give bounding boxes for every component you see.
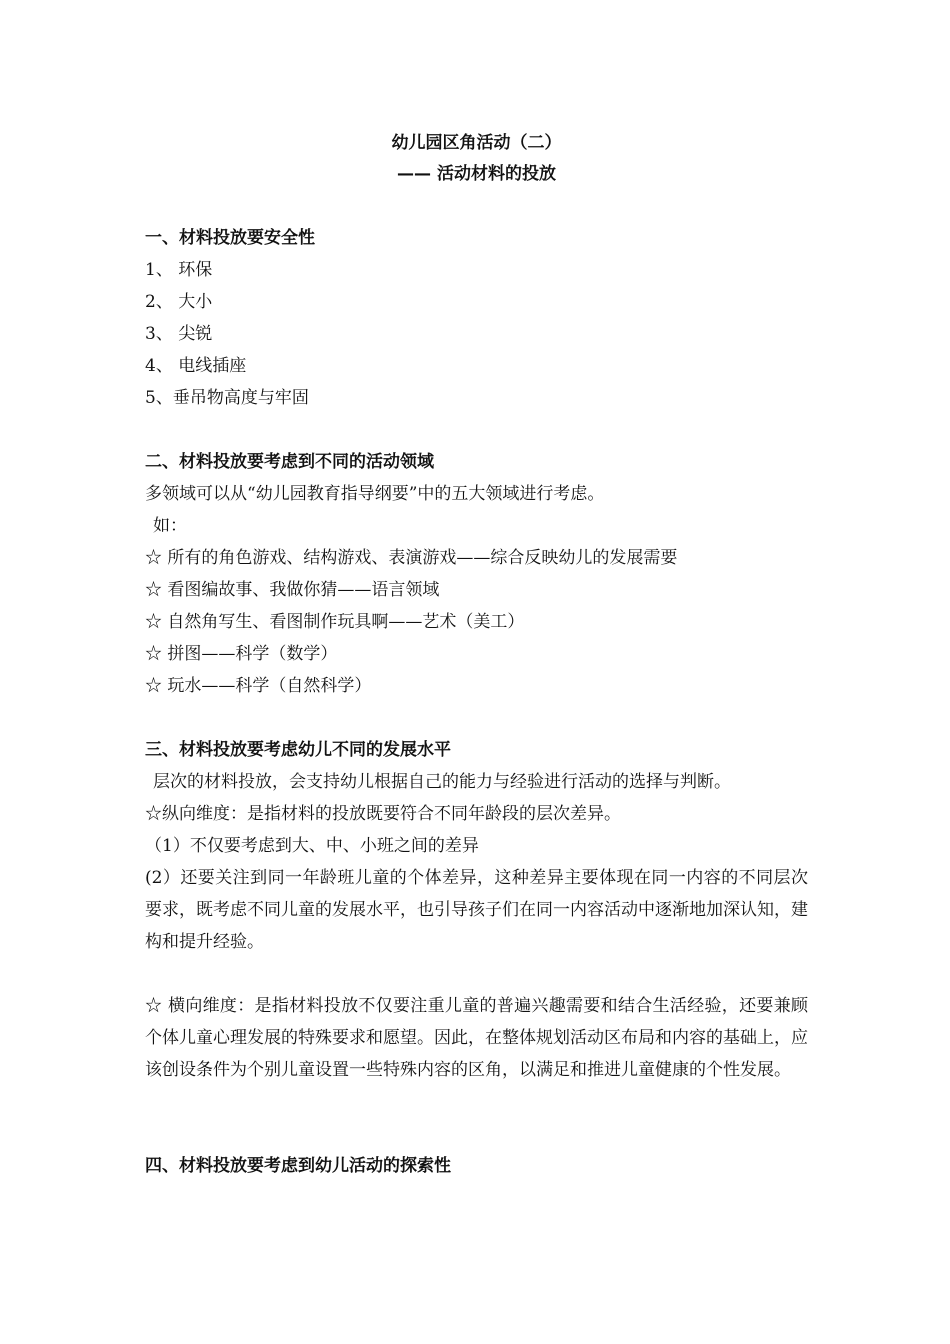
spacer: [145, 958, 808, 990]
spacer: [145, 414, 808, 446]
section1-heading: 一、材料投放要安全性: [145, 228, 315, 248]
list-item: 4、 电线插座: [145, 356, 247, 376]
document-title: 幼儿园区角活动（二）: [391, 133, 562, 153]
list-item: ☆ 看图编故事、我做你猜——语言领域: [145, 580, 440, 600]
list-item: ☆ 所有的角色游戏、结构游戏、表演游戏——综合反映幼儿的发展需要: [145, 548, 678, 568]
document-page: [145, 128, 808, 1182]
list-item: ☆ 拼图——科学（数学）: [145, 644, 338, 664]
list-item: 5、垂吊物高度与牢固: [145, 388, 309, 408]
section3-intro: 层次的材料投放，会支持幼儿根据自己的能力与经验进行活动的选择与判断。: [153, 772, 731, 792]
document-subtitle: —— 活动材料的投放: [397, 164, 556, 184]
section3-point-1: （1）不仅要考虑到大、中、小班之间的差异: [145, 836, 479, 856]
section3-heading: 三、材料投放要考虑幼儿不同的发展水平: [145, 740, 451, 760]
spacer: [145, 1086, 808, 1150]
section4-heading: 四、材料投放要考虑到幼儿活动的探索性: [145, 1156, 451, 1176]
spacer: [145, 702, 808, 734]
section3-point-2: (2）还要关注到同一年龄班儿童的个体差异，这种差异主要体现在同一内容的不同层次要求，既考虑不同儿童的发展水平，也引导孩子们在同一内容活动中逐渐地加深认知，建构和提升经验。: [145, 868, 808, 952]
section2-example-label: 如：: [153, 516, 187, 536]
list-item: 1、 环保: [145, 260, 213, 280]
section2-intro: 多领域可以从“幼儿园教育指导纲要”中的五大领域进行考虑。: [145, 484, 605, 504]
list-item: 2、 大小: [145, 292, 213, 312]
section2-heading: 二、材料投放要考虑到不同的活动领域: [145, 452, 434, 472]
list-item: 3、 尖锐: [145, 324, 213, 344]
list-item: ☆ 自然角写生、看图制作玩具啊——艺术（美工）: [145, 612, 525, 632]
list-item: ☆ 玩水——科学（自然科学）: [145, 676, 372, 696]
section3-vertical-dimension: ☆纵向维度：是指材料的投放既要符合不同年龄段的层次差异。: [145, 804, 621, 824]
section3-horizontal-dimension: ☆ 横向维度：是指材料投放不仅要注重儿童的普遍兴趣需要和结合生活经验，还要兼顾个体儿童心理发展的特殊要求和愿望。因此，在整体规划活动区布局和内容的基础上，应该创设条件为个别儿童设置一些特殊内容的区角，以满足和推进儿童健康的个性发展。: [145, 996, 808, 1080]
